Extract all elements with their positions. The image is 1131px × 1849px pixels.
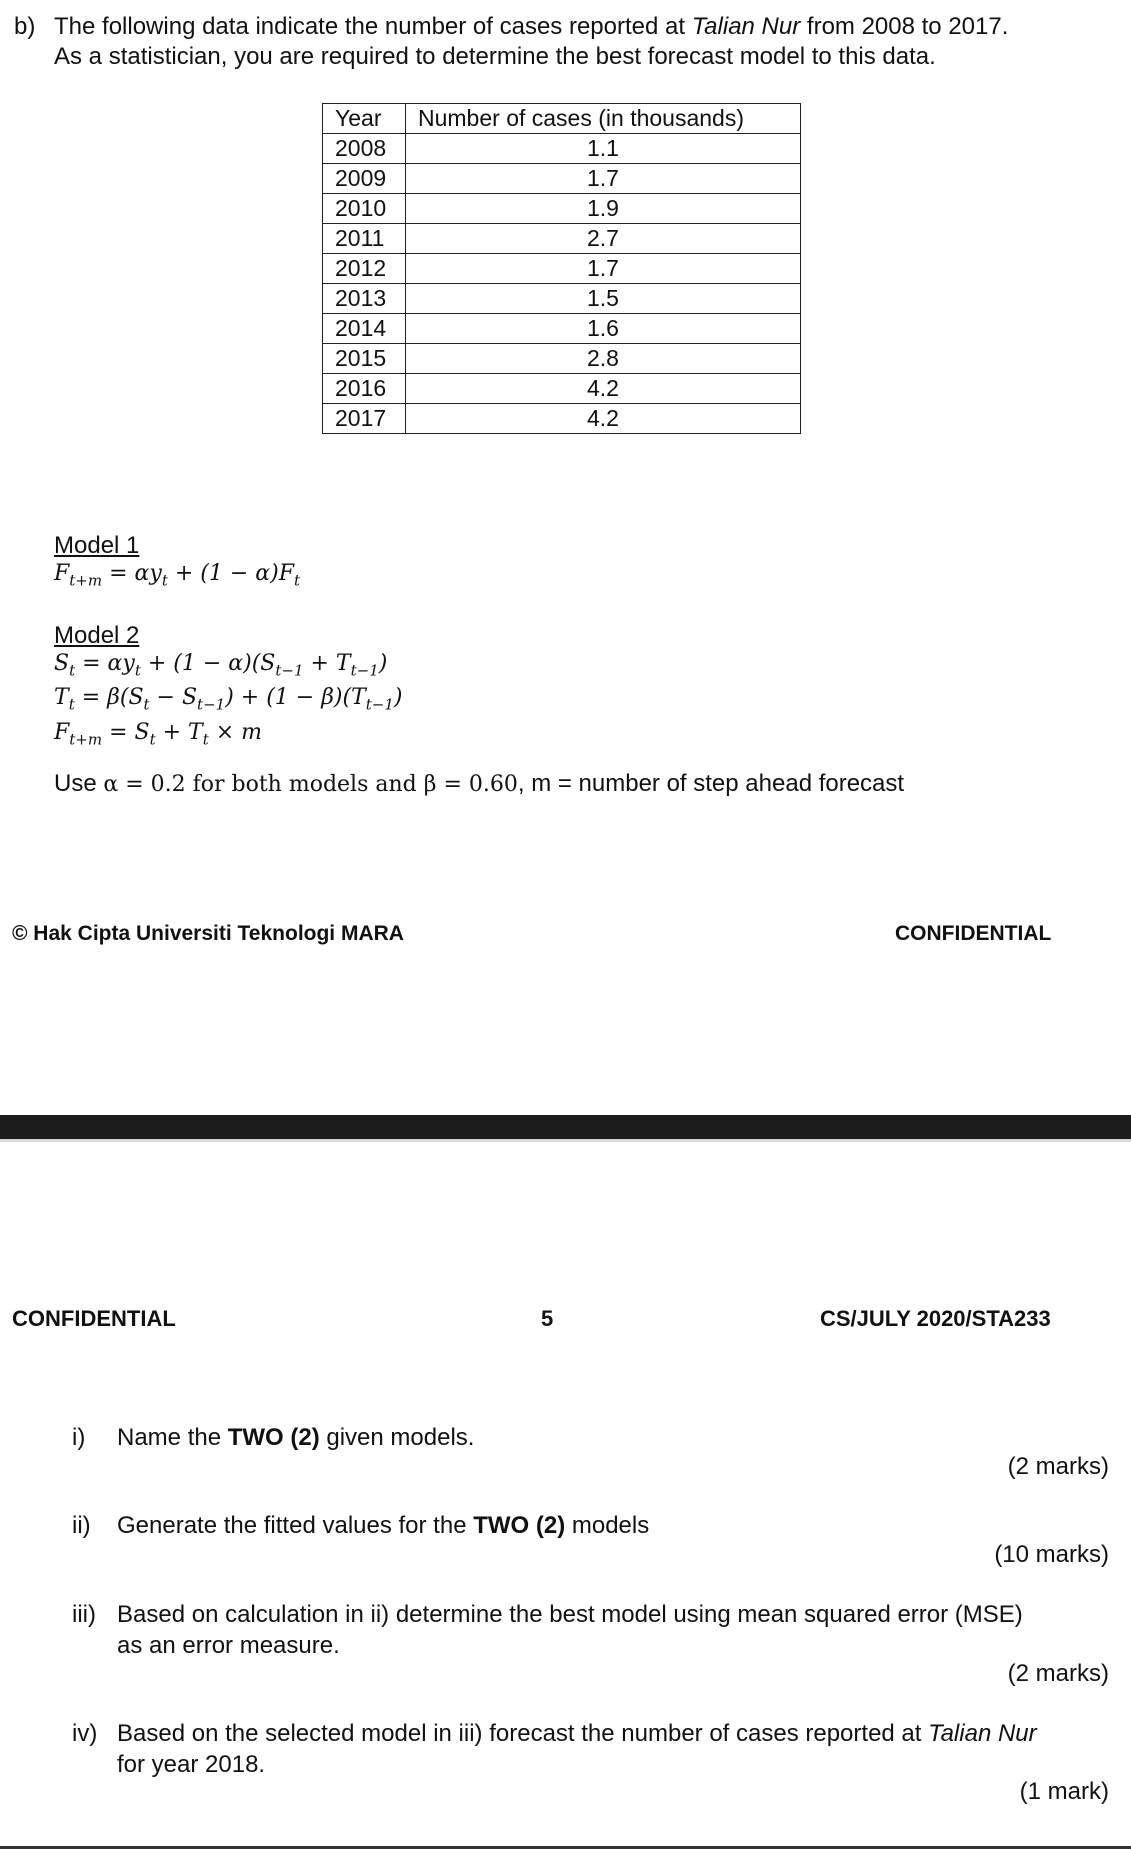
marks-iv: (1 mark) [1019,1778,1109,1805]
table-row [323,404,801,434]
cases-cell: 1.5 [406,284,801,314]
alpha-beta-values: α = 0.2 for both models and β = 0.60 [103,772,518,797]
table-row [323,314,801,344]
table-row [323,254,801,284]
model-2 [54,622,402,753]
intro-line-1: b) The following data indicate the number of cases reported at Talian Nur from 2008 to 2017. [14,13,1009,40]
year-cell: 2008 [323,134,406,164]
intro-line-2: As a statistician, you are required to determine the best forecast model to this data. [54,43,936,70]
year-cell: 2013 [323,284,406,314]
table-row [323,284,801,314]
model-1-equation: $F_{t+m} = \alpha y_t + (1 - \alpha)F_t$ [54,561,300,590]
page-number: 5 [541,1306,554,1331]
cases-cell: 2.7 [406,224,801,254]
question-iii: iii) Based on calculation in ii) determine the best model using mean squared error (MSE) as an error measure. [72,1601,1023,1659]
year-cell: 2015 [323,344,406,374]
year-cell: 2017 [323,404,406,434]
copyright-footer: © Hak Cipta Universiti Teknologi MARA [12,922,404,945]
year-cell: 2016 [323,374,406,404]
model-1-title: Model 1 [54,532,140,559]
table-row [323,134,801,164]
table-row [323,164,801,194]
confidential-header: CONFIDENTIAL [12,1306,176,1331]
cases-cell: 1.7 [406,164,801,194]
model-1 [54,532,300,594]
model-2-equation-forecast: $F_{t+m} = S_t + T_t \times m$ [54,719,263,749]
cases-cell: 4.2 [406,374,801,404]
model-2-equation-level: $S_t = \alpha y_t + (1 - \alpha)(S_{t-1} + T_{t-1})$ [54,651,388,680]
marks-i: (2 marks) [1007,1453,1109,1480]
year-cell: 2010 [323,194,406,224]
part-label: b) [14,13,36,40]
question-ii: ii) Generate the fitted values for the TWO (2) models [72,1512,650,1539]
cases-cell: 1.7 [406,254,801,284]
year-cell: 2009 [323,164,406,194]
question-i: i) Name the TWO (2) given models. [72,1424,475,1451]
year-cell: 2011 [323,224,406,254]
table-header-row [323,104,801,134]
cases-cell: 1.9 [406,194,801,224]
course-code: CS/JULY 2020/STA233 [820,1306,1051,1331]
question-iv: iv) Based on the selected model in iii) forecast the number of cases reported at Talian Nur for year 2018. [72,1720,1037,1778]
page-separator-shadow [0,1139,1131,1142]
table-row [323,224,801,254]
confidential-footer: CONFIDENTIAL [895,922,1052,945]
parameters-line: Use α = 0.2 for both models and β = 0.60, m = number of step ahead forecast [54,770,905,797]
cases-cell: 2.8 [406,344,801,374]
model-2-equation-trend: $T_t = \beta(S_t - S_{t-1}) + (1 - \beta)(T_{t-1})$ [54,685,403,714]
table-row [323,194,801,224]
table-row [323,344,801,374]
table-row [323,374,801,404]
header-year: Year [323,104,406,134]
cases-table [322,103,801,434]
model-2-title: Model 2 [54,622,140,649]
question-intro [14,12,1114,72]
cases-cell: 4.2 [406,404,801,434]
marks-ii: (10 marks) [994,1541,1109,1568]
cases-cell: 1.1 [406,134,801,164]
marks-iii: (2 marks) [1007,1660,1109,1687]
year-cell: 2012 [323,254,406,284]
cases-cell: 1.6 [406,314,801,344]
year-cell: 2014 [323,314,406,344]
header-cases: Number of cases (in thousands) [406,104,801,134]
page-separator [0,1115,1131,1139]
